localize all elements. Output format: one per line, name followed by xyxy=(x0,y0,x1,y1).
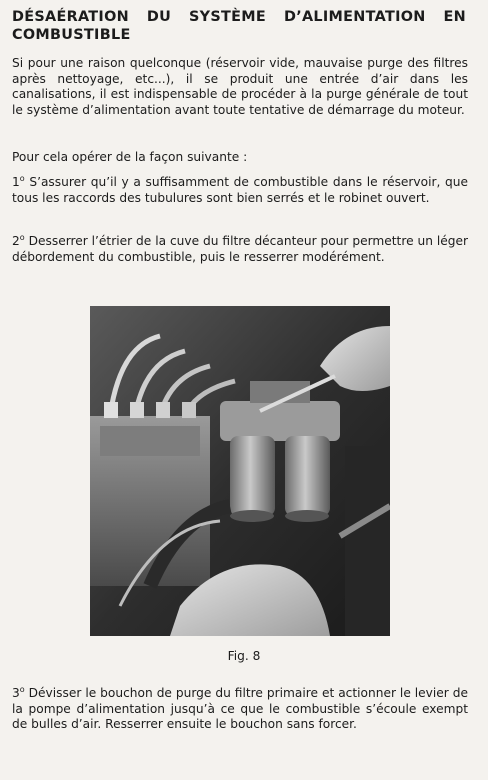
step-2-ordinal: o xyxy=(19,232,25,242)
engine-photo xyxy=(90,306,390,636)
figure-caption: Fig. 8 xyxy=(227,649,261,663)
step-3-text: Dévisser le bouchon de purge du filtre primaire et actionner le levier de la pompe d’alimentation jusqu’à ce que le combustible s’écoule exempt de bulles d’air. Resserrer ensuite le bouchon sans forcer. xyxy=(12,686,468,732)
step-3-ordinal: o xyxy=(19,684,25,694)
intro-paragraph: Si pour une raison quelconque (réservoir vide, mauvaise purge des filtres après nettoyage, etc...), il se produit une entrée d’air dans les canalisations, il est indispensable de procéder à la purge générale de tout le système d’alimentation avant toute tentative de démarrage du moteur. xyxy=(12,56,468,117)
step-3 xyxy=(12,686,468,733)
step-1-number: 1 xyxy=(12,175,20,189)
step-3-number: 3 xyxy=(12,686,20,700)
step-1-text: S’assurer qu’il y a suffisamment de combustible dans le réservoir, que tous les raccords des tubulures sont bien serrés et le robinet ouvert. xyxy=(12,175,468,205)
step-1 xyxy=(12,175,468,206)
step-1-ordinal: o xyxy=(19,173,25,183)
step-2-number: 2 xyxy=(12,234,20,248)
section-title: DÉSAÉRATION DU SYSTÈME D’ALIMENTATION EN COMBUSTIBLE xyxy=(12,9,466,43)
lead-sentence: Pour cela opérer de la façon suivante : xyxy=(12,150,248,164)
step-2 xyxy=(12,234,468,265)
step-2-text: Desserrer l’étrier de la cuve du filtre décanteur pour permettre un léger débordement du combustible, puis le resserrer modérément. xyxy=(12,234,469,264)
